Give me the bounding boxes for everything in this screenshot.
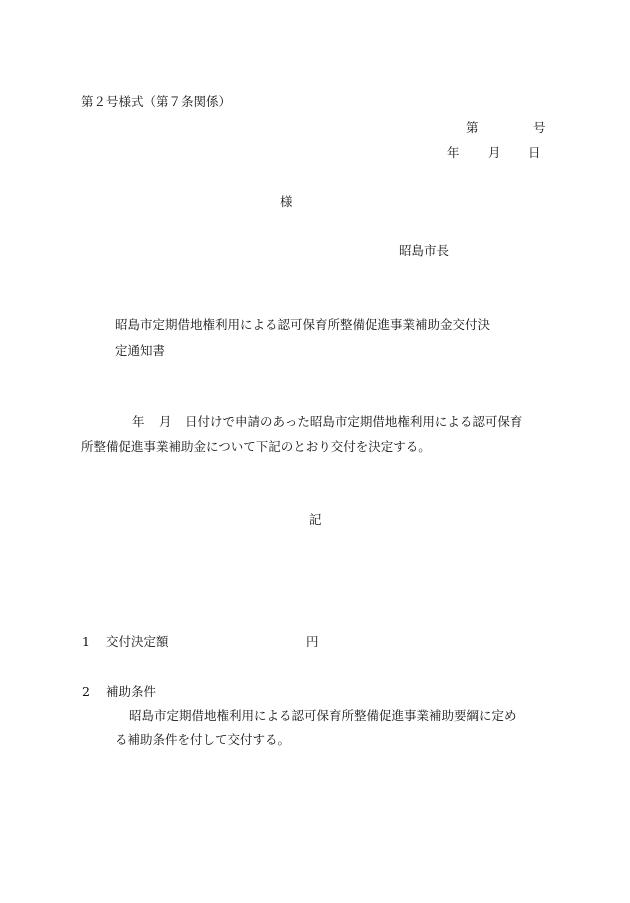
doc-number-suffix: 号 xyxy=(533,120,546,135)
body-date-year: 年 xyxy=(132,414,145,429)
item-2-number: 2 xyxy=(82,684,90,699)
item-1-unit: 円 xyxy=(306,634,319,649)
date-year-label: 年 xyxy=(447,145,460,160)
form-label: 第２号様式（第７条関係） xyxy=(81,94,232,109)
item-2-label: 補助条件 xyxy=(106,684,157,699)
document-title-line-1: 昭島市定期借地権利用による認可保育所整備促進事業補助金交付決 xyxy=(115,317,491,332)
body-date-month: 月 xyxy=(159,414,172,429)
doc-number-prefix: 第 xyxy=(466,120,479,135)
item-2-text-line-2: る補助条件を付して交付する。 xyxy=(115,732,291,747)
document-title-line-2: 定通知書 xyxy=(115,343,166,358)
item-1-label: 交付決定額 xyxy=(106,634,169,649)
item-1-number: 1 xyxy=(82,634,90,649)
body-line-1: 日付けで申請のあった昭島市定期借地権利用による認可保育 xyxy=(185,414,523,429)
date-month-label: 月 xyxy=(488,145,501,160)
ki-heading: 記 xyxy=(309,512,322,527)
addressee-suffix: 様 xyxy=(280,194,293,209)
issuer-name: 昭島市長 xyxy=(399,243,450,258)
date-day-label: 日 xyxy=(528,145,541,160)
body-line-2: 所整備促進事業補助金について下記のとおり交付を決定する。 xyxy=(81,439,431,454)
item-2-text-line-1: 昭島市定期借地権利用による認可保育所整備促進事業補助要綱に定め xyxy=(129,708,517,723)
